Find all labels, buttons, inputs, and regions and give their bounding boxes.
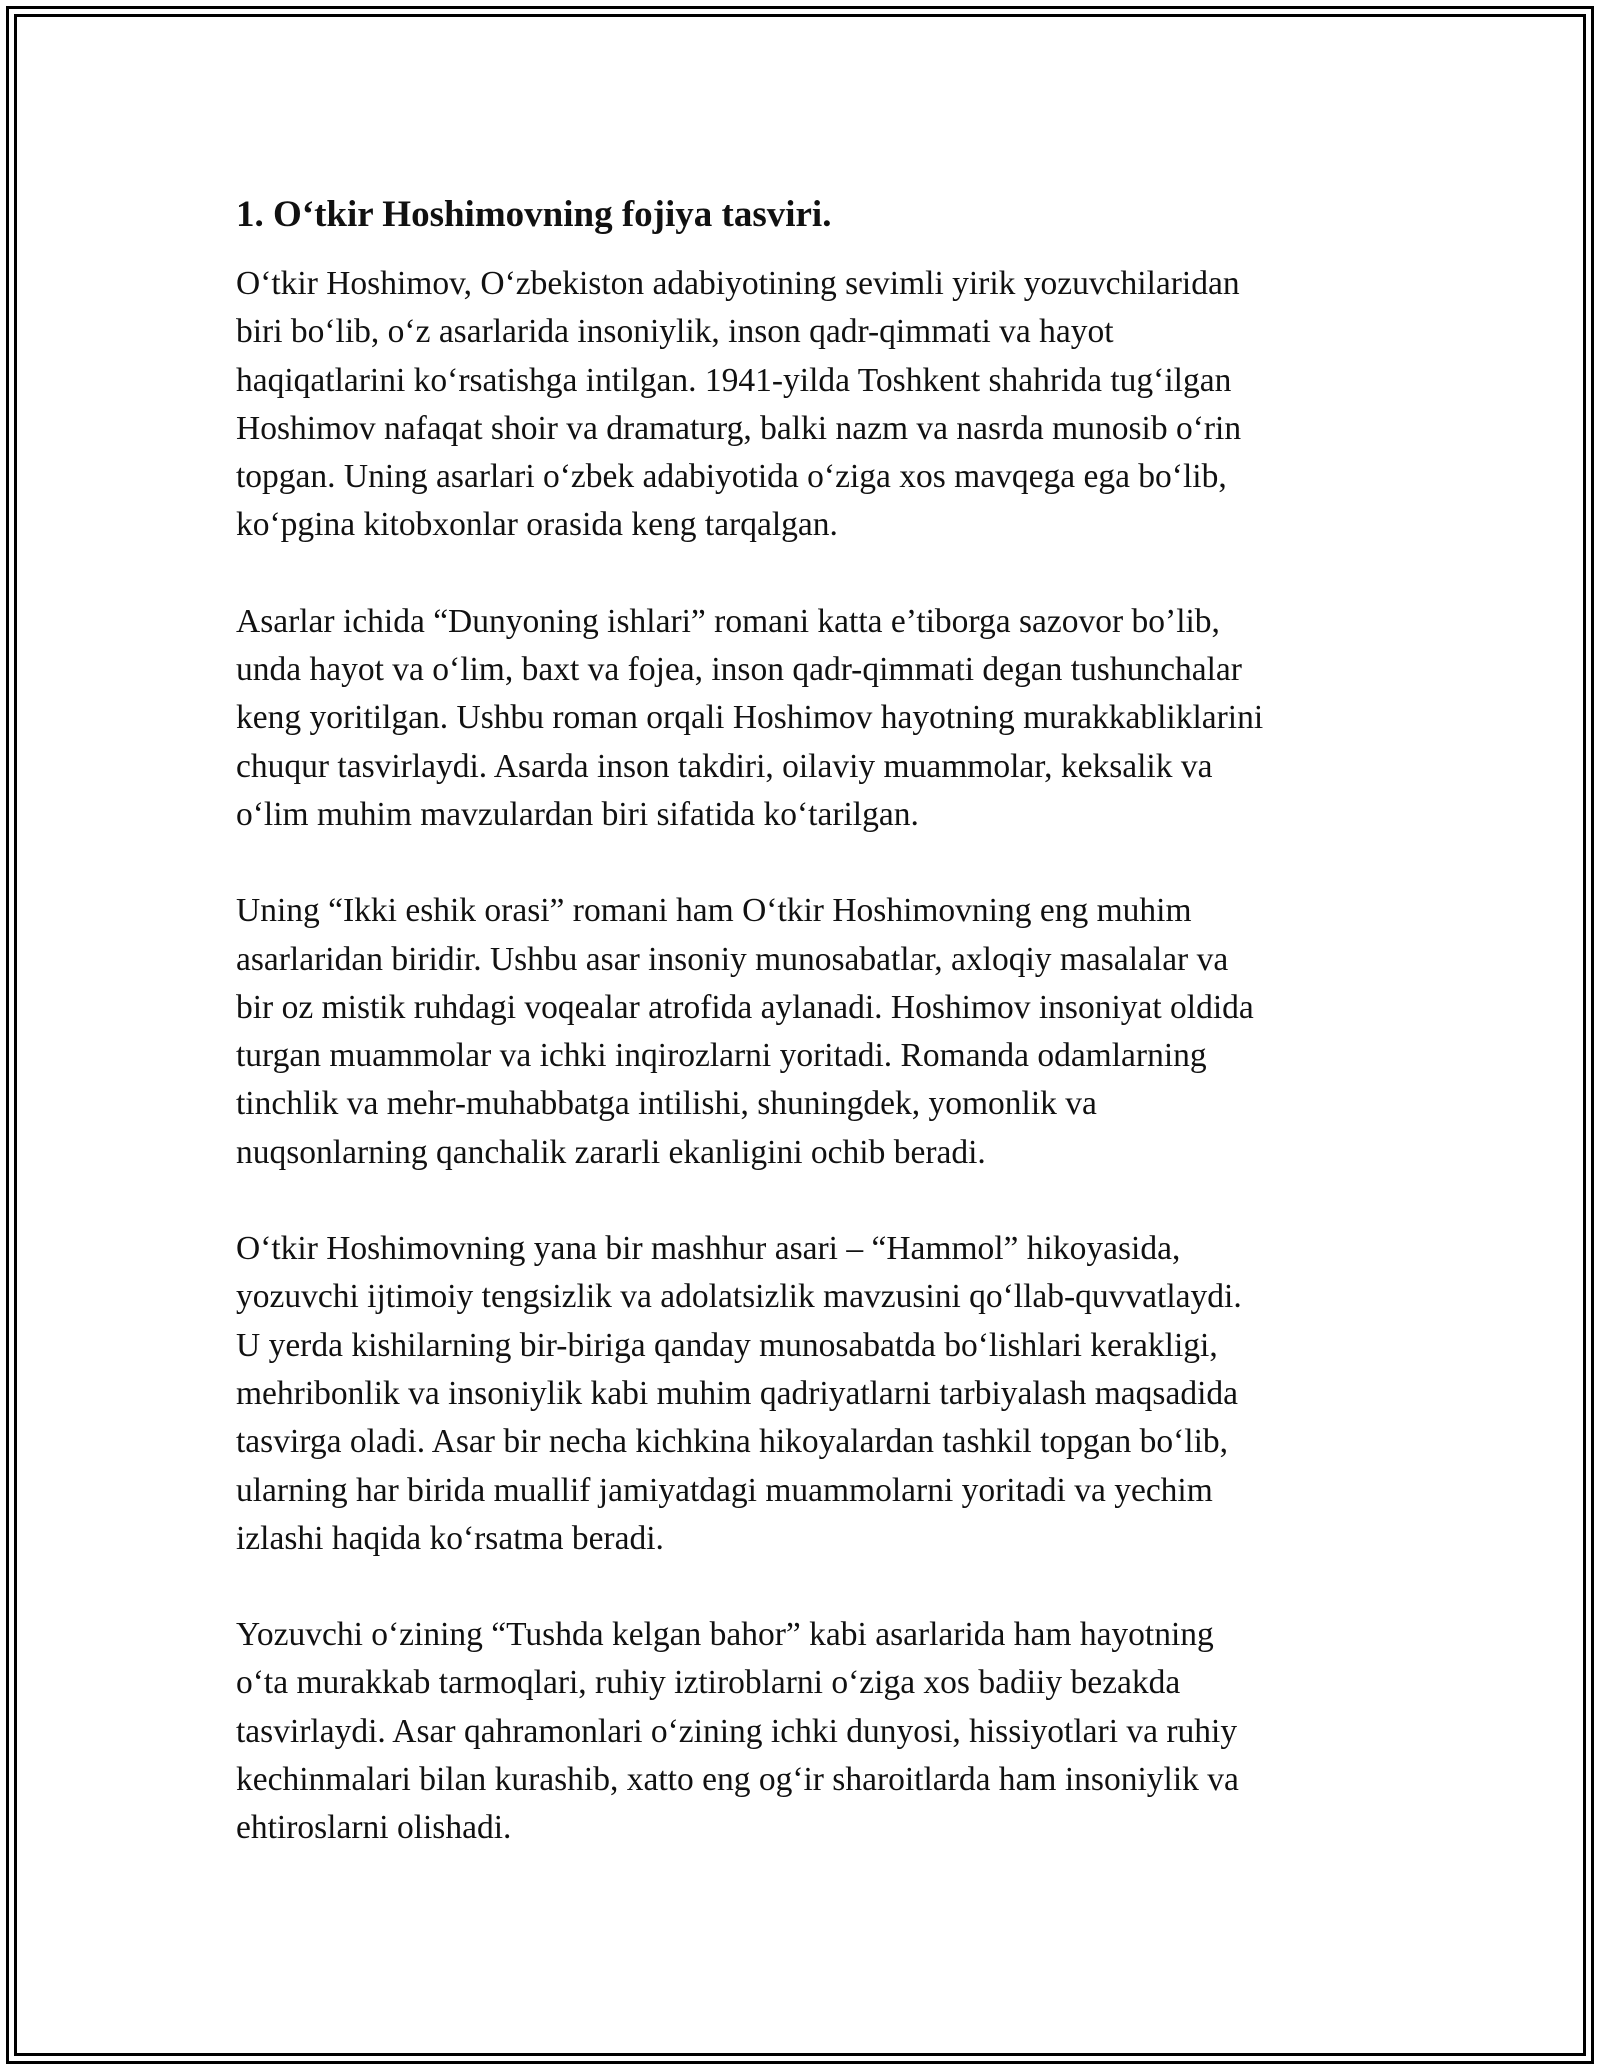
text-line: o‘ta murakkab tarmoqlari, ruhiy iztiroblarni o‘ziga xos badiiy bezakda	[236, 1664, 1181, 1702]
text-line: Hoshimov nafaqat shoir va dramaturg, balki nazm va nasrda munosib o‘rin	[236, 409, 1242, 447]
paragraph-5	[236, 1611, 1386, 1852]
text-line: keng yoritilgan. Ushbu roman orqali Hoshimov hayotning murakkabliklarini	[236, 699, 1264, 737]
text-line: O‘tkir Hoshimovning yana bir mashhur asari – “Hammol” hikoyasida,	[236, 1230, 1181, 1268]
text-line: o‘lim muhim mavzulardan biri sifatida ko‘tarilgan.	[236, 795, 919, 833]
text-line: biri bo‘lib, o‘z asarlarida insoniylik, inson qadr-qimmati va hayot	[236, 313, 1114, 351]
text-line: kechinmalari bilan kurashib, xatto eng og‘ir sharoitlarda ham insoniylik va	[236, 1761, 1239, 1799]
text-line: O‘tkir Hoshimov, O‘zbekiston adabiyotining sevimli yirik yozuvchilaridan	[236, 265, 1240, 302]
paragraph-2	[236, 598, 1386, 839]
text-line: haqiqatlarini ko‘rsatishga intilgan. 1941-yilda Toshkent shahrida tug‘ilgan	[236, 361, 1232, 399]
text-line: ularning har birida muallif jamiyatdagi muammolarni yoritadi va yechim	[236, 1471, 1213, 1509]
text-line: Asarlar ichida “Dunyoning ishlari” romani katta e’tiborga sazovor bo’lib,	[236, 602, 1220, 640]
text-line: mehribonlik va insoniylik kabi muhim qadriyatlarni tarbiyalash maqsadida	[236, 1374, 1238, 1412]
text-line: asarlaridan biridir. Ushbu asar insoniy munosabatlar, axloqiy masalalar va	[236, 940, 1229, 978]
text-line: izlashi haqida ko‘rsatma beradi.	[236, 1519, 664, 1557]
text-line: topgan. Uning asarlari o‘zbek adabiyotida o‘ziga xos mavqega ega bo‘lib,	[236, 458, 1227, 496]
text-line: yozuvchi ijtimoiy tengsizlik va adolatsizlik mavzusini qo‘llab-quvvatlaydi.	[236, 1278, 1242, 1316]
text-line: tasvirlaydi. Asar qahramonlari o‘zining ichki dunyosi, hissiyotlari va ruhiy	[236, 1712, 1238, 1750]
paragraph-1	[236, 260, 1386, 550]
paragraph-4	[236, 1225, 1386, 1563]
paragraph-3	[236, 887, 1386, 1177]
text-line: Yozuvchi o‘zining “Tushda kelgan bahor” kabi asarlarida ham hayotning	[236, 1616, 1214, 1654]
text-line: turgan muammolar va ichki inqirozlarni yoritadi. Romanda odamlarning	[236, 1037, 1207, 1075]
text-line: nuqsonlarning qanchalik zararli ekanligini ochib beradi.	[236, 1133, 986, 1171]
section-title: 1. O‘tkir Hoshimovning fojiya tasviri.	[236, 194, 832, 235]
text-line: chuqur tasvirlaydi. Asarda inson takdiri, oilaviy muammolar, keksalik va	[236, 747, 1213, 785]
document-body	[236, 190, 1386, 1853]
text-line: ko‘pgina kitobxonlar orasida keng tarqalgan.	[236, 506, 838, 544]
text-line: unda hayot va o‘lim, baxt va fojea, inson qadr-qimmati degan tushunchalar	[236, 651, 1242, 689]
text-line: bir oz mistik ruhdagi voqealar atrofida aylanadi. Hoshimov insoniyat oldida	[236, 988, 1254, 1026]
text-line: Uning “Ikki eshik orasi” romani ham O‘tkir Hoshimovning eng muhim	[236, 892, 1192, 930]
text-line: tinchlik va mehr-muhabbatga intilishi, shuningdek, yomonlik va	[236, 1085, 1097, 1123]
text-line: U yerda kishilarning bir-biriga qanday munosabatda bo‘lishlari kerakligi,	[236, 1326, 1218, 1364]
text-line: tasvirga oladi. Asar bir necha kichkina hikoyalardan tashkil topgan bo‘lib,	[236, 1423, 1229, 1461]
text-line: ehtiroslarni olishadi.	[236, 1809, 512, 1847]
